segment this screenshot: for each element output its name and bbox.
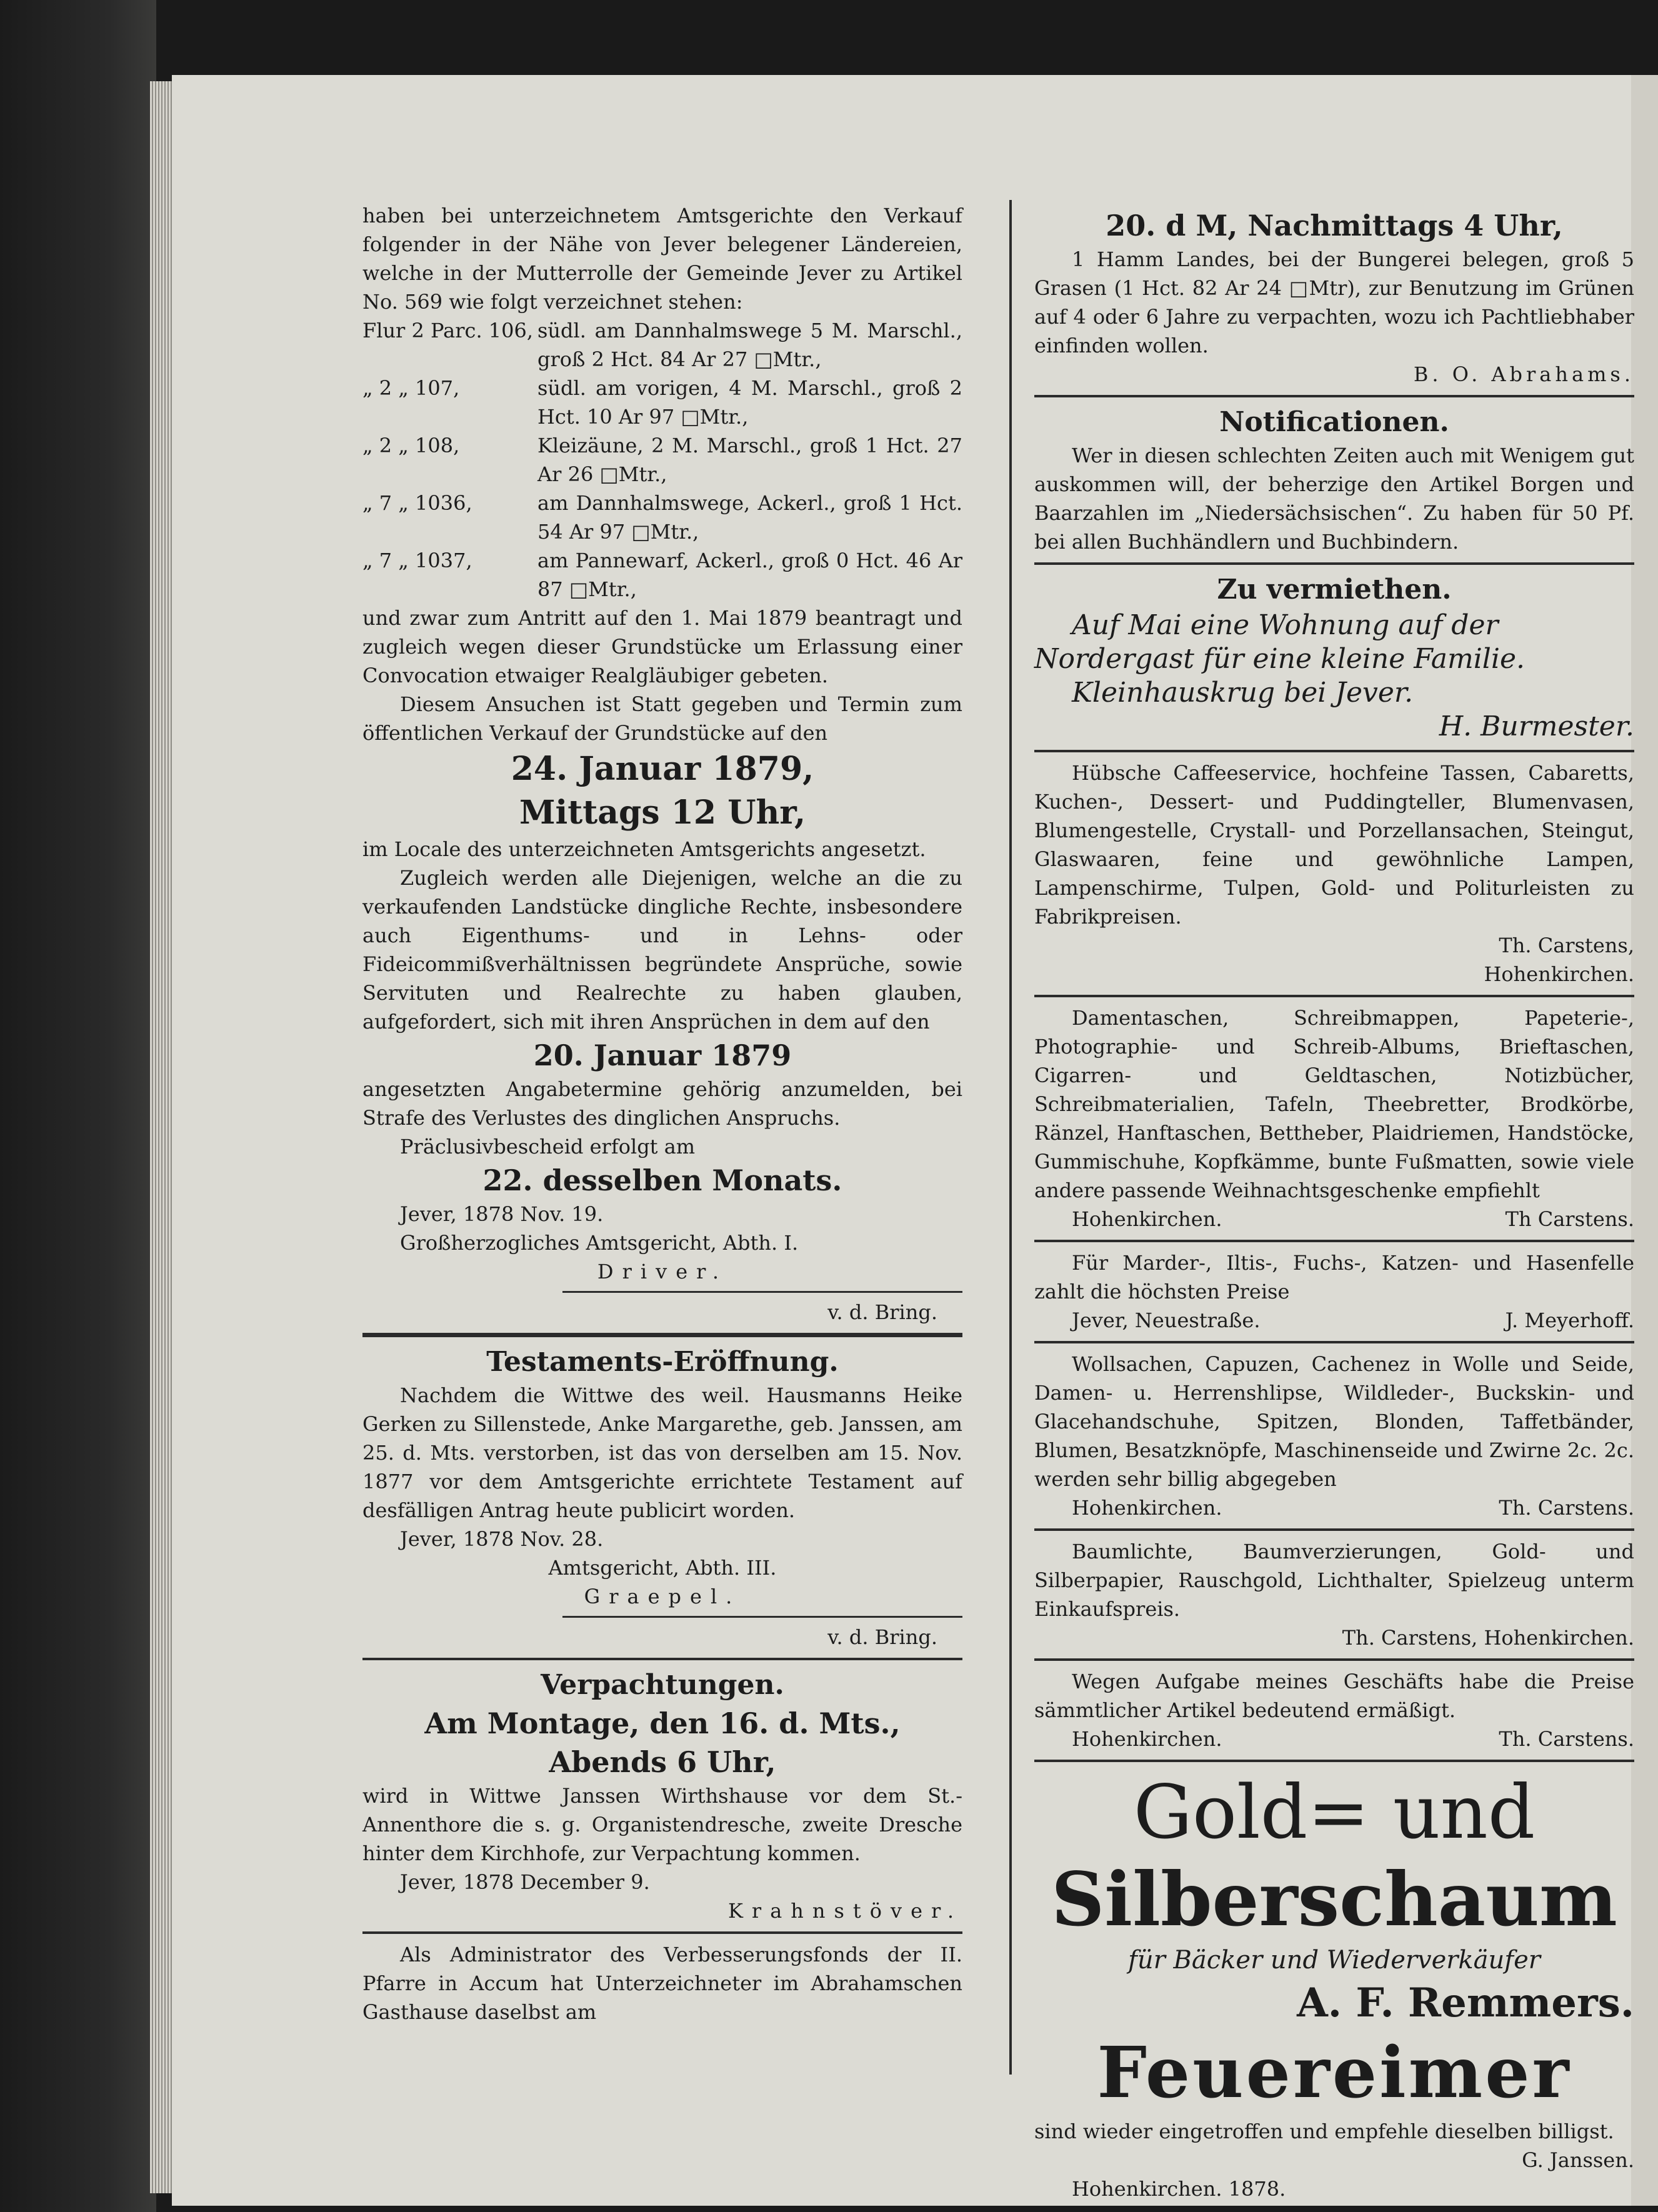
- column-divider: [1009, 200, 1012, 2075]
- ad-furs-signature: J. Meyerhoff.: [1505, 1308, 1634, 1332]
- page-edges: [150, 81, 175, 2193]
- parcel-number: Flur 2 Parc. 106,: [362, 319, 534, 342]
- testament-signature: v. d. Bring.: [827, 1625, 937, 1649]
- parcel-description: südl. am Dannhalmswege 5 M. Marschl., groß 2 Hct. 84 Ar 27 □Mtr.,: [537, 319, 962, 371]
- parcel-number: „ 7 „ 1037,: [362, 549, 472, 572]
- section-rule: [1034, 1528, 1634, 1531]
- lease-date: Am Montage, den 16. d. Mts.,: [424, 1706, 901, 1740]
- ad-wool-place: Hohenkirchen.: [1072, 1496, 1222, 1520]
- parcel-row: [362, 546, 962, 604]
- sale-place-date: Jever, 1878 Nov. 19.: [400, 1202, 604, 1226]
- parcel-row: [362, 489, 962, 546]
- ad-furs-text: Für Marder-, Iltis-, Fuchs-, Katzen- und Hasenfelle zahlt die höchsten Preise: [1034, 1251, 1634, 1303]
- next-page-edge: [1631, 75, 1658, 2206]
- sale-para-claims: Zugleich werden alle Diejenigen, welche an die zu verkaufenden Landstücke dingliche Rechte, insbesondere auch Eigenthums- und in Lehns- oder Fideicommißverhältnissen begründete Ansprüche, sowie Servituten und Realrechte zu haben glauben, aufgefordert, sich mit ihren Ansprüchen in dem auf den: [362, 866, 962, 1034]
- lease-signature: Krahnstöver.: [727, 1899, 962, 1923]
- ad-stationery-signature: Th Carstens.: [1505, 1207, 1634, 1231]
- ad-stationery-place: Hohenkirchen.: [1072, 1207, 1222, 1231]
- ad-furs-footer: [1034, 1306, 1634, 1335]
- parcel-row: [362, 374, 962, 431]
- sale-para-preclusion: Präclusivbescheid erfolgt am: [400, 1135, 696, 1158]
- gold-subline: für Bäcker und Wiederverkäufer: [1128, 1946, 1541, 1975]
- ad-wool-footer: [1034, 1493, 1634, 1522]
- for-rent-signature: H. Burmester.: [1439, 710, 1634, 742]
- ad-wool-signature: Th. Carstens.: [1499, 1496, 1634, 1520]
- admin-text: Als Administrator des Verbesserungsfonds der II. Pfarre in Accum hat Unterzeichneter im Abrahamschen Gasthause daselbst am: [362, 1943, 962, 2024]
- sale-place: im Locale des unterzeichneten Amtsgerichts angesetzt.: [362, 837, 926, 861]
- section-rule: [1034, 1341, 1634, 1343]
- sale-date: 24. Januar 1879,: [511, 750, 814, 788]
- parcel-description: am Pannewarf, Ackerl., groß 0 Hct. 46 Ar 87 □Mtr.,: [537, 549, 962, 601]
- parcel-number: „ 2 „ 108,: [362, 434, 460, 457]
- buckets-place-date: Hohenkirchen. 1878.: [1072, 2177, 1286, 2201]
- book-gutter: [0, 0, 156, 2212]
- parcel-description: Kleizäune, 2 M. Marschl., groß 1 Hct. 27 Ar 26 □Mtr.,: [537, 434, 962, 486]
- parcel-number: „ 2 „ 107,: [362, 376, 460, 400]
- buckets-headline: Feuereimer: [1097, 2032, 1572, 2114]
- sale-intro: haben bei unterzeichnetem Amtsgerichte den Verkauf folgender in der Nähe von Jever belegener Ländereien, welche in der Mutterrolle der Gemeinde Jever zu Artikel No. 569 wie folgt verzeichnet stehen:: [362, 204, 962, 314]
- sale-judge: Driver.: [597, 1260, 728, 1283]
- sale-para-antritt: und zwar zum Antritt auf den 1. Mai 1879 beantragt und zugleich wegen dieser Grundstücke um Erlassung einer Convocation etwaiger Realgläubiger gebeten.: [362, 606, 962, 687]
- parcel-description: am Dannhalmswege, Ackerl., groß 1 Hct. 54 Ar 97 □Mtr.,: [537, 491, 962, 544]
- ad-closing-text: Wegen Aufgabe meines Geschäfts habe die Preise sämmtlicher Artikel bedeutend ermäßigt.: [1034, 1670, 1634, 1722]
- ad-closing-footer: [1034, 1725, 1634, 1753]
- pasture-text: 1 Hamm Landes, bei der Bungerei belegen, groß 5 Grasen (1 Hct. 82 Ar 24 □Mtr), zur Benutzung im Grünen auf 4 oder 6 Jahre zu verpachten, wozu ich Pachtliebhaber einfinden wollen.: [1034, 247, 1634, 357]
- notifications-text: Wer in diesen schlechten Zeiten auch mit Wenigem gut auskommen will, der beherzige den Artikel Borgen und Baarzahlen im „Niedersächsischen“. Zu haben für 50 Pf. bei allen Buchhändlern und Buchbindern.: [1034, 444, 1634, 554]
- signature-rule: [562, 1616, 962, 1618]
- section-rule: [1034, 562, 1634, 565]
- section-rule: [362, 1333, 962, 1337]
- ad-closing-signature: Th. Carstens.: [1499, 1727, 1634, 1751]
- section-rule: [1034, 1760, 1634, 1762]
- buckets-text: sind wieder eingetroffen und empfehle dieselben billigst.: [1034, 2120, 1614, 2143]
- ad-stationery-footer: [1034, 1205, 1634, 1233]
- claims-date: 20. Januar 1879: [533, 1039, 792, 1072]
- section-rule: [1034, 750, 1634, 752]
- section-rule: [1034, 995, 1634, 997]
- parcel-row: [362, 431, 962, 489]
- ad-furs-place: Jever, Neuestraße.: [1072, 1308, 1261, 1332]
- ad-closing-place: Hohenkirchen.: [1072, 1727, 1222, 1751]
- lease-time: Abends 6 Uhr,: [549, 1745, 776, 1779]
- section-rule: [1034, 1240, 1634, 1242]
- right-column: [1034, 206, 1634, 2203]
- ad-tableware-signature: Th. Carstens,: [1499, 934, 1634, 957]
- ad-stationery-text: Damentaschen, Schreibmappen, Papeterie-, Photographie- und Schreib-Albums, Brieftaschen, Cigarren- und Geldtaschen, Notizbücher, Schreibmaterialien, Tafeln, Theebretter, Brodkörbe, Ränzel, Hanftaschen, Bettheber, Plaidriemen, Handstöcke, Gummischuhe, Kopfkämme, bunte Fußmatten, sowie viele andere passende Weihnachtsgeschenke empfiehlt: [1034, 1006, 1634, 1202]
- sale-signature: v. d. Bring.: [827, 1300, 937, 1324]
- signature-rule: [562, 1291, 962, 1293]
- section-rule: [362, 1658, 962, 1660]
- testament-text: Nachdem die Wittwe des weil. Hausmanns Heike Gerken zu Sillenstede, Anke Margarethe, geb. Janssen, am 25. d. Mts. verstorben, ist das von derselben am 15. Nov. 1877 vor dem Amtsgerichte errichtete Testament auf desfälligen Antrag heute publicirt worden.: [362, 1383, 962, 1522]
- lease-text: wird in Wittwe Janssen Wirthshause vor dem St.-Annenthore die s. g. Organistendresche, zweite Dresche hinter dem Kirchhofe, zur Verpachtung kommen.: [362, 1784, 962, 1865]
- sale-para-penalty: angesetzten Angabetermine gehörig anzumelden, bei Strafe des Verlustes des dinglichen Anspruchs.: [362, 1077, 962, 1130]
- ad-tableware-place: Hohenkirchen.: [1484, 962, 1634, 986]
- sale-para-termin: Diesem Ansuchen ist Statt gegeben und Termin zum öffentlichen Verkauf der Grundstücke auf den: [362, 692, 962, 745]
- testament-judge: Graepel.: [584, 1585, 741, 1608]
- section-rule: [1034, 395, 1634, 397]
- parcel-row: [362, 316, 962, 374]
- gold-headline-2: Silberschaum: [1051, 1856, 1617, 1943]
- parcel-number: „ 7 „ 1036,: [362, 491, 472, 515]
- parcel-description: südl. am vorigen, 4 M. Marschl., groß 2 Hct. 10 Ar 97 □Mtr.,: [537, 376, 962, 429]
- lease-title: Verpachtungen.: [541, 1669, 784, 1701]
- for-rent-title: Zu vermiethen.: [1217, 574, 1452, 605]
- left-column: [362, 201, 962, 2026]
- gold-signature: A. F. Remmers.: [1297, 1980, 1634, 2026]
- ad-tableware-text: Hübsche Caffeeservice, hochfeine Tassen, Cabaretts, Kuchen-, Dessert- und Puddingteller, Blumenvasen, Blumengestelle, Crystall- und Porzellansachen, Steingut, Glaswaaren, feine und gewöhnliche Lampen, Lampenschirme, Tulpen, Gold- und Politurleisten zu Fabrikpreisen.: [1034, 761, 1634, 929]
- pasture-date: 20. d M, Nachmittags 4 Uhr,: [1106, 209, 1563, 242]
- ad-wool-text: Wollsachen, Capuzen, Cachenez in Wolle und Seide, Damen- u. Herrenshlipse, Wildleder-, Buckskin- und Glacehandschuhe, Spitzen, Blonden, Taffetbänder, Blumen, Besatzknöpfe, Maschinenseide und Zwirne 2c. 2c. werden sehr billig abgegeben: [1034, 1352, 1634, 1491]
- section-rule: [1034, 1658, 1634, 1661]
- ad-christmas-signature: Th. Carstens, Hohenkirchen.: [1342, 1626, 1634, 1650]
- section-rule: [362, 1931, 962, 1934]
- sale-time: Mittags 12 Uhr,: [519, 794, 806, 832]
- lease-place-date: Jever, 1878 December 9.: [400, 1870, 650, 1894]
- ad-christmas-text: Baumlichte, Baumverzierungen, Gold- und Silberpapier, Rauschgold, Lichthalter, Spielzeug unterm Einkaufspreis.: [1034, 1540, 1634, 1621]
- gold-headline-1: Gold= und: [1133, 1769, 1536, 1855]
- testament-place-date: Jever, 1878 Nov. 28.: [400, 1527, 604, 1551]
- testament-court: Amtsgericht, Abth. III.: [548, 1556, 777, 1580]
- sale-court: Großherzogliches Amtsgericht, Abth. I.: [400, 1231, 799, 1255]
- notifications-title: Notificationen.: [1219, 406, 1449, 438]
- for-rent-place: Kleinhauskrug bei Jever.: [1072, 677, 1414, 709]
- preclusion-date: 22. desselben Monats.: [482, 1163, 842, 1197]
- buckets-signature: G. Janssen.: [1522, 2148, 1634, 2172]
- testament-title: Testaments-Eröffnung.: [486, 1346, 839, 1378]
- parcel-list: [362, 316, 962, 604]
- pasture-signature: B. O. Abrahams.: [1413, 362, 1634, 386]
- for-rent-text: Auf Mai eine Wohnung auf der Nordergast für eine kleine Familie.: [1034, 609, 1525, 675]
